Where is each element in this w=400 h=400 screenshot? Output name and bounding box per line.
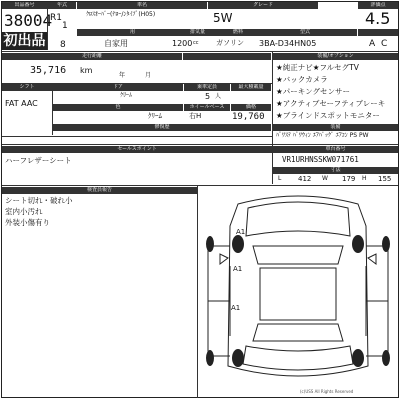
- grade: 5W: [213, 11, 233, 25]
- car-name: ｸﾛｽｵｰﾊﾞｰ(ﾅﾛｰ/ﾝﾀｲﾌﾟ(H05): [86, 11, 156, 18]
- first-registration-badge: 初出品: [3, 33, 46, 49]
- width: 179: [342, 175, 356, 183]
- damage-mark-mid: A1: [233, 265, 243, 273]
- year-era: R1: [50, 13, 62, 23]
- car-trunk: [243, 346, 353, 370]
- wheel-front-right-icon: [352, 235, 364, 253]
- notes-header: セールスポイント: [2, 146, 272, 153]
- mileage-label: 走行距離: [2, 53, 182, 60]
- features: ﾊﾟﾜｽﾃ ﾊﾟﾜｳｨﾝ ｴｱﾊﾞｯｸﾞ ｴｱｺﾝ PS PW: [276, 132, 369, 139]
- features-label: 装備: [273, 124, 398, 131]
- color-label: 色: [53, 104, 183, 111]
- damage-mark-top: A1: [236, 228, 246, 236]
- equipment-item-5: ★ブラインドスポットモニター: [276, 111, 380, 120]
- usage-label: 用: [130, 29, 136, 35]
- fuel: ガソリン: [216, 39, 244, 47]
- month-col-label: 月: [145, 72, 152, 79]
- mirror-left-icon: [220, 254, 228, 264]
- wheel-rear-left-icon: [232, 349, 244, 367]
- date-label-strip: [183, 53, 271, 60]
- equipment-item-1: ★純正ナビ★フルセグTV: [276, 63, 359, 72]
- score-ie-strip: [358, 29, 398, 36]
- price-label: 価格: [231, 104, 271, 111]
- lot-number: 38004: [4, 11, 53, 30]
- score-exterior: C: [381, 39, 388, 49]
- score-interior: A: [369, 39, 376, 49]
- wheel-rear-right-icon: [352, 349, 364, 367]
- row2-label-strip: [77, 29, 357, 36]
- year-number: 1: [62, 21, 68, 31]
- steering: 右H: [189, 112, 202, 120]
- fuel-label: 燃料: [233, 29, 244, 35]
- equipment-item-4: ★アクティブセーフティブレーキ: [276, 99, 386, 108]
- inspection-line-3: 外装小傷有り: [5, 218, 50, 227]
- vin-value: VR1URHNSSKW071761: [282, 155, 359, 164]
- lot-label: 出品番号: [2, 2, 47, 9]
- displacement-label: 排気量: [190, 29, 206, 35]
- wheel-side-rl-icon: [206, 350, 214, 366]
- month-number: 8: [60, 40, 66, 50]
- mirror-right-icon: [368, 254, 376, 264]
- damage-mark-bottom: A1: [231, 304, 241, 312]
- grade-score: 4.5: [365, 9, 391, 28]
- length-label: L: [278, 175, 282, 182]
- wheel-side-rr-icon: [382, 350, 390, 366]
- grade-label: グレード: [208, 2, 318, 9]
- inspection-line-2: 室内小汚れ: [5, 207, 43, 216]
- wheel-front-left-icon: [232, 235, 244, 253]
- car-hood-lines: [246, 202, 350, 236]
- usage: 自家用: [104, 39, 128, 48]
- shift-ac: FAT AAC: [5, 99, 38, 108]
- year-label: 年式: [48, 2, 76, 9]
- car-damage-diagram: [198, 186, 398, 396]
- displacement-unit: cc: [193, 40, 199, 46]
- wheel-side-fr-icon: [382, 236, 390, 252]
- vin-header: 車台番号: [273, 146, 398, 153]
- model-code: 3BA-D34HN05: [259, 39, 317, 48]
- car-outline-top: [228, 196, 368, 376]
- equipment-header: 装備/オプション: [273, 53, 398, 60]
- size-label: 寸法: [273, 167, 398, 174]
- color-value-top: ｸﾘｰﾑ: [120, 92, 133, 99]
- seating-label: 乗車定員: [184, 84, 230, 91]
- displacement: 1200: [172, 39, 193, 48]
- seating: 5: [205, 92, 211, 101]
- mileage-unit: km: [80, 66, 93, 75]
- doors-label: ドア: [53, 84, 183, 91]
- mileage: 35,716: [30, 65, 67, 76]
- year-col-label: 年: [119, 72, 126, 79]
- width-label: W: [322, 175, 328, 182]
- inspection-line-1: シート切れ・破れ小: [5, 196, 73, 205]
- inspection-header: 検査員報告: [2, 187, 197, 194]
- height-label: H: [362, 175, 367, 182]
- wheelbase-label: ホイールベース: [184, 104, 230, 111]
- car-roof: [260, 268, 336, 320]
- equipment-item-2: ★バックカメラ: [276, 75, 328, 84]
- color-value: ｸﾘｰﾑ: [148, 112, 162, 120]
- loading-label: 最大積載量: [231, 84, 271, 91]
- car-rear-window: [253, 324, 343, 341]
- car-name-label: 車名: [77, 2, 207, 9]
- class-label: 型式: [300, 29, 311, 35]
- length: 412: [298, 175, 312, 183]
- height: 155: [378, 175, 392, 183]
- equipment-item-3: ★パーキングセンサー: [276, 87, 350, 96]
- seating-unit: 人: [215, 93, 222, 100]
- price: 19,760: [232, 112, 265, 122]
- grade-score-label: 評価点: [358, 2, 398, 9]
- wheel-side-fl-icon: [206, 236, 214, 252]
- footer-copyright: (c)USS All Rights Reserved: [300, 389, 354, 394]
- car-windshield: [253, 246, 343, 264]
- shift-label: シフト: [2, 84, 52, 91]
- notes-text: ハーフレザーシート: [5, 156, 72, 165]
- extra-label: 修復歴: [53, 124, 271, 131]
